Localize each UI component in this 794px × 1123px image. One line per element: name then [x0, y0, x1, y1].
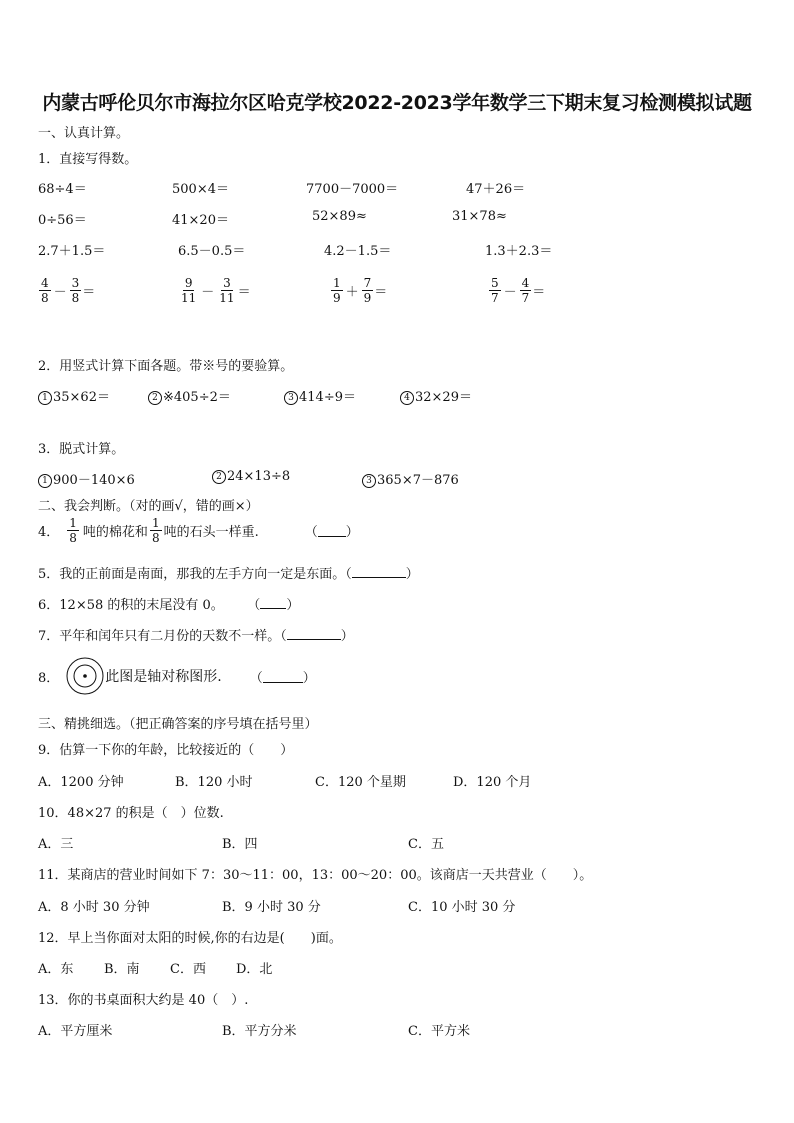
stepwise-calc-1: 1 900－140×6 — [38, 469, 135, 488]
fraction-expr-2: $\frac{9}{11}$ － $\frac{3}{11}$ ＝ — [181, 276, 251, 305]
fraction: $\frac{1}{8}$ — [151, 516, 160, 545]
q13-option-c[interactable]: C．平方米 — [408, 1024, 470, 1039]
stepwise-calc-3: 3 365×7－876 — [362, 469, 459, 488]
q9-option-c[interactable]: C．120 个星期 — [315, 775, 406, 790]
question-3-label: 3．脱式计算。 — [38, 442, 125, 457]
q10-option-c[interactable]: C．五 — [408, 837, 444, 852]
calc-r3-c4: 1.3＋2.3＝ — [485, 244, 553, 259]
answer-blank[interactable] — [318, 524, 346, 537]
question-11: 11．某商店的营业时间如下 7：30～11：00，13：00～20：00。该商店一天共营业（ ）。 — [38, 868, 593, 883]
calc-r1-c3: 7700－7000＝ — [306, 182, 399, 197]
q13-option-a[interactable]: A．平方厘米 — [38, 1024, 113, 1039]
q9-option-a[interactable]: A．1200 分钟 — [38, 775, 124, 790]
q11-option-c[interactable]: C．10 小时 30 分 — [408, 900, 516, 915]
q12-option-d[interactable]: D．北 — [236, 962, 273, 977]
vertical-calc-4: 4 32×29＝ — [400, 386, 472, 405]
answer-blank[interactable] — [263, 670, 303, 683]
calc-r2-c1: 0÷56＝ — [38, 213, 87, 228]
calc-r2-c2: 41×20＝ — [172, 213, 229, 228]
answer-blank[interactable] — [260, 596, 286, 609]
question-13: 13．你的书桌面积大约是 40（ ）. — [38, 993, 249, 1008]
question-2-label: 2．用竖式计算下面各题。带※号的要验算。 — [38, 359, 294, 374]
q9-option-d[interactable]: D．120 个月 — [453, 775, 532, 790]
q13-option-b[interactable]: B．平方分米 — [222, 1024, 297, 1039]
page-title: 内蒙古呼伦贝尔市海拉尔区哈克学校2022-2023学年数学三下期末复习检测模拟试题 — [42, 92, 752, 114]
q11-option-b[interactable]: B．9 小时 30 分 — [222, 900, 321, 915]
calc-r1-c2: 500×4＝ — [172, 182, 229, 197]
section-3-heading: 三、精挑细选。（把正确答案的序号填在括号里） — [38, 717, 318, 732]
answer-blank[interactable] — [352, 565, 406, 578]
q10-option-a[interactable]: A．三 — [38, 837, 74, 852]
vertical-calc-1: 1 35×62＝ — [38, 386, 110, 405]
question-7: 7．平年和闰年只有二月份的天数不一样。（ ） — [38, 629, 354, 644]
fraction: $\frac{1}{9}$ — [333, 276, 341, 305]
section-2-heading: 二、我会判断。（对的画√，错的画×） — [38, 499, 259, 514]
fraction: $\frac{9}{11}$ — [181, 276, 197, 305]
calc-r2-c3: 52×89≈ — [312, 209, 367, 224]
calc-r1-c4: 47＋26＝ — [466, 182, 526, 197]
vertical-calc-2: 2 ※405÷2＝ — [148, 386, 231, 405]
answer-blank[interactable] — [287, 627, 341, 640]
question-4: 4． $\frac{1}{8}$ 吨的棉花和 $\frac{1}{8}$ 吨的石头一样重. （ ） — [38, 516, 359, 545]
calc-r2-c4: 31×78≈ — [452, 209, 507, 224]
question-1-label: 1．直接写得数。 — [38, 152, 138, 167]
fraction-expr-1: $\frac{4}{8}$ － $\frac{3}{8}$ ＝ — [41, 276, 96, 305]
calc-r3-c1: 2.7＋1.5＝ — [38, 244, 106, 259]
question-6: 6．12×58 的积的末尾没有 0。 （ ） — [38, 598, 300, 613]
question-12: 12．早上当你面对太阳的时候,你的右边是( )面。 — [38, 931, 342, 946]
q12-option-c[interactable]: C．西 — [170, 962, 206, 977]
fraction: $\frac{4}{8}$ — [41, 276, 49, 305]
stepwise-calc-2: 2 24×13÷8 — [212, 469, 290, 484]
fraction: $\frac{4}{7}$ — [521, 276, 530, 305]
fraction: $\frac{5}{7}$ — [491, 276, 499, 305]
q12-option-b[interactable]: B．南 — [104, 962, 140, 977]
q9-option-b[interactable]: B．120 小时 — [175, 775, 253, 790]
question-9: 9．估算一下你的年龄，比较接近的（ ） — [38, 743, 294, 758]
fraction-expr-3: $\frac{1}{9}$ ＋ $\frac{7}{9}$ ＝ — [333, 276, 388, 305]
q11-option-a[interactable]: A．8 小时 30 分钟 — [38, 900, 150, 915]
fraction: $\frac{3}{11}$ — [219, 276, 235, 305]
fraction: $\frac{7}{9}$ — [363, 276, 372, 305]
question-8: 8． 此图是轴对称图形. （ ） — [38, 656, 316, 696]
section-1-heading: 一、认真计算。 — [38, 126, 130, 141]
fraction: $\frac{1}{8}$ — [69, 516, 77, 545]
q12-option-a[interactable]: A．东 — [38, 962, 74, 977]
calc-r1-c1: 68÷4＝ — [38, 182, 87, 197]
vertical-calc-3: 3 414÷9＝ — [284, 386, 356, 405]
concentric-circles-icon — [65, 656, 105, 696]
question-10: 10．48×27 的积是（ ）位数. — [38, 806, 224, 821]
calc-r3-c3: 4.2－1.5＝ — [324, 244, 392, 259]
fraction: $\frac{3}{8}$ — [71, 276, 80, 305]
calc-r3-c2: 6.5－0.5＝ — [178, 244, 246, 259]
question-5: 5．我的正前面是南面，那我的左手方向一定是东面。（ ） — [38, 567, 419, 582]
fraction-expr-4: $\frac{5}{7}$ － $\frac{4}{7}$ ＝ — [491, 276, 546, 305]
q10-option-b[interactable]: B．四 — [222, 837, 258, 852]
